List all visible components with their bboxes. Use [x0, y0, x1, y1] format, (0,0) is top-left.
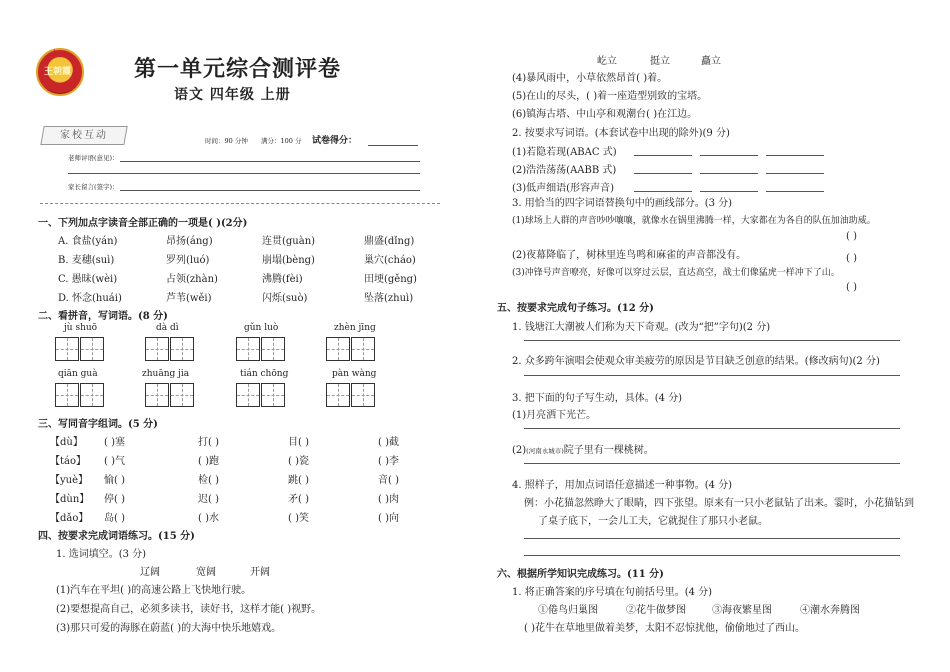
answer-line[interactable] [524, 538, 900, 539]
answer-line[interactable] [766, 191, 824, 192]
s6-opt-2: ②花牛做梦图 [626, 605, 686, 616]
pinyin-6: zhuāng jia [142, 369, 190, 379]
s3-r2-key: 【táo】 [50, 456, 87, 467]
answer-line[interactable] [700, 155, 758, 156]
s5-q3b: (2)(河南永城市)院子里有一棵桃树。 [512, 445, 654, 456]
s3-r3-c3[interactable]: 跳( ) [288, 475, 309, 486]
s4-q3a: (1)球场上人群的声音吵吵嚷嚷，就像水在锅里沸腾一样，大家都在为各自的队伍加油助威。 [512, 216, 876, 226]
answer-line[interactable] [700, 173, 758, 174]
s1-b3: 崩塌(bèng) [262, 255, 315, 266]
s1-a4: 鼎盛(dǐng) [364, 236, 415, 247]
s1-c1: C. 愚昧(wèi) [58, 274, 118, 285]
star-icon: ★ [50, 48, 59, 59]
char-box[interactable] [55, 383, 79, 407]
pinyin-7: tián chōng [240, 369, 289, 379]
answer-line[interactable] [634, 191, 692, 192]
s3-r4-c1[interactable]: 停( ) [104, 494, 125, 505]
s1-c3: 沸腾(fèi) [262, 274, 303, 285]
s6-heading: 六、根据所学知识完成练习。(11 分) [497, 569, 664, 580]
word-option: 宽阔 [196, 567, 216, 578]
s5-q2: 2. 众多跨年演唱会使观众审美疲劳的原因是节目缺乏创意的结果。(修改病句)(2 分) [512, 356, 880, 367]
divider [40, 203, 440, 204]
word-option: 辽阔 [140, 567, 160, 578]
s5-q3a: (1)月亮洒下光芒。 [512, 410, 597, 421]
s6-opt-3: ③海夜繁星图 [712, 605, 772, 616]
s3-r1-c2[interactable]: 打( ) [198, 437, 219, 448]
s2-heading: 二、看拼音，写词语。(8 分) [38, 311, 168, 322]
pinyin-4: zhèn jīng [334, 323, 376, 333]
answer-line[interactable] [524, 428, 900, 429]
answer-line[interactable] [700, 191, 758, 192]
pinyin-1: jù shuō [64, 323, 98, 333]
answer-line[interactable] [524, 555, 900, 556]
s3-r4-c4[interactable]: ( )肉 [378, 494, 399, 505]
s3-r2-c4[interactable]: ( )李 [378, 456, 399, 467]
s5-q3: 3. 把下面的句子写生动，具体。(4 分) [512, 393, 683, 404]
s5-example-2: 了桌子底下，一会儿工夫，它就捉住了那只小老鼠。 [538, 516, 768, 527]
s1-a2: 昂扬(áng) [166, 236, 213, 247]
s3-r5-key: 【dǎo】 [50, 513, 89, 524]
char-box[interactable] [55, 337, 79, 361]
answer-line[interactable] [766, 155, 824, 156]
teacher-comment-label: 老师评语(意见)： [68, 154, 119, 162]
char-box[interactable] [326, 337, 350, 361]
word-option: 屹立 [597, 56, 617, 67]
s1-d2: 芦苇(wěi) [166, 293, 212, 304]
s3-r3-c4[interactable]: 音( ) [378, 475, 399, 486]
char-box[interactable] [170, 337, 194, 361]
char-box[interactable] [326, 383, 350, 407]
page-title: 第一单元综合测评卷 [134, 56, 342, 82]
pinyin-3: gǔn luò [244, 323, 279, 333]
s6-opt-1: ①倦鸟归巢图 [538, 605, 598, 616]
s6-opt-4: ④潮水奔腾图 [800, 605, 860, 616]
s3-r1-c3[interactable]: 目( ) [288, 437, 309, 448]
s5-q1: 1. 钱塘江大潮被人们称为天下奇观。(改为“把”字句)(2 分) [512, 322, 771, 333]
parent-comment-label: 家长留言(签字)： [68, 183, 119, 191]
char-box[interactable] [351, 337, 375, 361]
s3-r3-c1[interactable]: 愉( ) [104, 475, 125, 486]
home-school-banner: 家校互动 [40, 126, 127, 145]
char-box[interactable] [145, 337, 169, 361]
char-box[interactable] [236, 383, 260, 407]
s6-last[interactable]: ( )花牛在草地里做着美梦，太阳不忍惊扰他，偷偷地过了西山。 [524, 623, 805, 634]
answer-paren[interactable]: ( ) [846, 282, 857, 293]
logo-text: 王朝霞 [44, 67, 72, 77]
s1-a3: 连贯(guàn) [262, 236, 316, 247]
source-note: (河南永城市) [526, 447, 564, 455]
s1-c4: 田埂(gěng) [364, 274, 417, 285]
s5-heading: 五、按要求完成句子练习。(12 分) [497, 303, 654, 314]
s3-r5-c1[interactable]: 岛( ) [104, 513, 125, 524]
s4-q2c: (3)低声细语(形容声音) [512, 183, 614, 194]
char-box[interactable] [236, 337, 260, 361]
teacher-line-2[interactable] [68, 173, 420, 174]
char-box[interactable] [170, 383, 194, 407]
s4-heading: 四、按要求完成词语练习。(15 分) [38, 531, 195, 542]
word-option: 矗立 [701, 56, 721, 67]
s4-q3c: (3)冲锋号声音嘹亮，好像可以穿过云层，直达高空，战士们像猛虎一样冲下了山。 [512, 268, 840, 278]
s3-r2-c2[interactable]: ( )跑 [198, 456, 219, 467]
s4-q1: 1. 选词填空。(3 分) [56, 549, 147, 560]
s1-d1: D. 怀念(huái) [58, 293, 122, 304]
s1-d4: 坠落(zhuì) [364, 293, 414, 304]
char-box[interactable] [351, 383, 375, 407]
char-box[interactable] [80, 337, 104, 361]
answer-line[interactable] [524, 463, 900, 464]
time-label: 时间：90 分钟 [205, 137, 248, 145]
s1-b2: 罗列(luó) [166, 255, 210, 266]
s5-q4: 4. 照样子，用加点词语任意描述一种事物。(4 分) [512, 480, 733, 491]
pinyin-8: pàn wàng [332, 369, 377, 379]
s3-r3-key: 【yuè】 [50, 475, 89, 486]
s6-q1: 1. 将正确答案的序号填在句前括号里。(4 分) [512, 587, 713, 598]
answer-line[interactable] [634, 155, 692, 156]
word-option: 挺立 [650, 56, 670, 67]
char-box[interactable] [261, 383, 285, 407]
pinyin-5: qiān guà [58, 369, 98, 379]
char-box[interactable] [80, 383, 104, 407]
s4-l6[interactable]: (6)镇海古塔、中山亭和观潮台( )在江边。 [512, 109, 698, 120]
answer-line[interactable] [524, 340, 900, 341]
score-blank[interactable] [368, 145, 418, 146]
s4-q2a: (1)若隐若现(ABAC 式) [512, 147, 617, 158]
s4-l2[interactable]: (2)要想提高自己，必须多读书，读好书，这样才能( )视野。 [56, 604, 322, 615]
s3-r4-key: 【dùn】 [50, 494, 90, 505]
s4-q3: 3. 用恰当的四字词语替换句中的画线部分。(3 分) [512, 198, 733, 209]
s5-example-1: 例：小花猫忽然睁大了眼睛，四下张望。原来有一只小老鼠钻了出来。霎时，小花猫钻到 [524, 498, 914, 509]
s4-q2: 2. 按要求写词语。(本套试卷中出现的除外)(9 分) [512, 128, 730, 139]
page-subtitle: 语文 四年级 上册 [174, 87, 291, 103]
word-option: 开阔 [250, 567, 270, 578]
s1-b4: 巢穴(cháo) [364, 255, 416, 266]
s3-r3-c2[interactable]: 检( ) [198, 475, 219, 486]
s1-d3: 闪烁(suò) [262, 293, 308, 304]
s4-q2b: (2)浩浩荡荡(AABB 式) [512, 165, 617, 176]
score-label: 试卷得分： [312, 136, 358, 146]
s3-r2-c1[interactable]: ( )气 [104, 456, 125, 467]
answer-line[interactable] [634, 173, 692, 174]
teacher-line[interactable] [120, 161, 420, 162]
s4-q3b: (2)夜幕降临了，树林里连鸟鸣和麻雀的声音都没有。 [512, 250, 747, 261]
parent-line[interactable] [120, 190, 420, 191]
s3-r5-c4[interactable]: ( )向 [378, 513, 399, 524]
s3-r1-c1[interactable]: ( )塞 [104, 437, 125, 448]
s1-heading: 一、下列加点字读音全部正确的一项是( )(2分) [38, 218, 248, 229]
char-box[interactable] [145, 383, 169, 407]
s3-r1-c4[interactable]: ( )截 [378, 437, 399, 448]
s3-r4-c3[interactable]: 矛( ) [288, 494, 309, 505]
s4-l1[interactable]: (1)汽车在平坦( )的高速公路上飞快地行驶。 [56, 585, 252, 596]
s3-r5-c2[interactable]: ( )水 [198, 513, 219, 524]
s1-b1: B. 麦穗(suì) [58, 255, 115, 266]
pinyin-2: dà dì [156, 323, 179, 333]
answer-line[interactable] [766, 173, 824, 174]
answer-paren[interactable]: ( ) [846, 253, 857, 264]
s4-l5[interactable]: (5)在山的尽头，( )着一座造型别致的宝塔。 [512, 91, 708, 102]
s3-r4-c2[interactable]: 迟( ) [198, 494, 219, 505]
s3-r1-key: 【dù】 [50, 437, 83, 448]
s3-heading: 三、写同音字组词。(5 分) [38, 419, 158, 430]
char-box[interactable] [261, 337, 285, 361]
s4-l4[interactable]: (4)暴风雨中，小草依然昂首( )着。 [512, 73, 668, 84]
answer-line[interactable] [524, 375, 900, 376]
answer-paren[interactable]: ( ) [846, 231, 857, 242]
full-score-label: 满分：100 分 [261, 137, 302, 145]
s1-a1: A. 食盐(yán) [58, 236, 118, 247]
logo-seal [36, 48, 84, 96]
s3-r2-c3[interactable]: ( )瓷 [288, 456, 309, 467]
s1-c2: 占领(zhàn) [166, 274, 218, 285]
s4-l3[interactable]: (3)那只可爱的海豚在蔚蓝( )的大海中快乐地嬉戏。 [56, 623, 282, 634]
s3-r5-c3[interactable]: ( )笑 [288, 513, 309, 524]
